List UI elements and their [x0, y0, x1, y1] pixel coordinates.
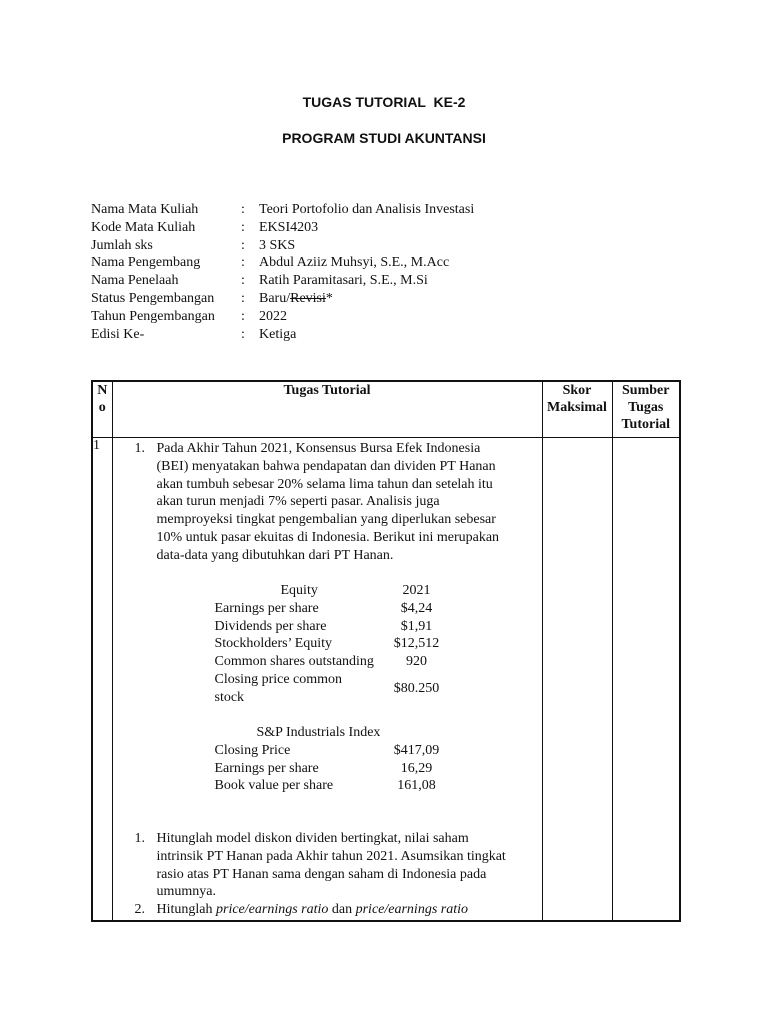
equity-value: $4,24 [400, 600, 433, 616]
equity-label: Earnings per share [214, 600, 319, 616]
equity-value: $80.250 [393, 681, 440, 697]
index-value: 16,29 [400, 760, 433, 776]
meta-row [91, 326, 474, 344]
equity-label: Common shares outstanding [214, 654, 374, 670]
col-score-header-line: Maksimal [547, 400, 607, 415]
col-source-header-line: Tutorial [621, 417, 670, 432]
col-source-header-line: Sumber [622, 383, 670, 398]
text-line: Pada Akhir Tahun 2021, Konsensus Bursa Efek Indonesia [156, 441, 481, 456]
index-value: $417,09 [393, 742, 440, 758]
text-part: dan [328, 902, 356, 917]
status-revision-struck: Revisi [290, 290, 326, 306]
text-line: 10% untuk pasar ekuitas di Indonesia. Berikut ini merupakan [156, 529, 500, 545]
text-line: umumnya. [156, 884, 216, 900]
index-value: 161,08 [397, 778, 436, 794]
meta-value: Ratih Paramitasari, S.E., M.Si [259, 273, 428, 289]
meta-value: Abdul Aziiz Muhsyi, S.E., M.Acc [259, 255, 450, 271]
meta-colon: : [241, 202, 245, 217]
question-number: 1. [134, 831, 145, 846]
meta-colon: : [241, 308, 245, 324]
equity-value: $12,512 [393, 636, 440, 652]
course-meta [91, 201, 474, 343]
meta-row [91, 254, 474, 272]
score-cell [542, 438, 612, 922]
text-part-italic: price/earnings ratio [355, 902, 468, 917]
index-head-row [215, 724, 447, 742]
question-number: 2. [134, 902, 145, 917]
meta-value: Ketiga [259, 326, 297, 342]
meta-label: Jumlah sks [91, 237, 153, 253]
col-source-header-line: Tugas [628, 400, 664, 415]
task-cell [112, 438, 542, 922]
question-text [157, 901, 537, 919]
col-no-header-line: o [98, 400, 106, 415]
meta-row [91, 201, 474, 219]
index-label: Book value per share [214, 778, 334, 794]
meta-label: Tahun Pengembangan [91, 308, 215, 324]
equity-table [215, 582, 447, 707]
index-table [215, 724, 447, 795]
equity-label [215, 671, 387, 707]
meta-colon: : [241, 255, 245, 271]
index-row [215, 742, 447, 760]
text-line: akan turun menjadi 7% seperti pasar. Analisis juga [156, 494, 440, 510]
equity-label: Stockholders’ Equity [214, 636, 333, 652]
text-line: akan tumbuh sebesar 20% selama lima tahun dan setelah itu [156, 476, 493, 492]
meta-colon: : [241, 326, 245, 342]
meta-label: Status Pengembangan [91, 290, 215, 306]
col-task-header: Tugas Tutorial [112, 381, 542, 438]
meta-row [91, 272, 474, 290]
text-part-italic: price/earnings ratio [216, 902, 329, 917]
meta-colon: : [241, 237, 245, 253]
equity-head-row [215, 582, 447, 600]
col-score-header [542, 381, 612, 438]
meta-row [91, 237, 474, 255]
col-source-header [612, 381, 680, 438]
meta-label: Edisi Ke- [91, 326, 145, 342]
index-head: S&P Industrials Index [256, 725, 381, 740]
tutorial-table [91, 380, 681, 922]
meta-value [259, 290, 333, 308]
table-header-row [92, 381, 680, 438]
status-new: Baru/ [259, 290, 291, 306]
index-label: Earnings per share [214, 760, 319, 776]
text-line: intrinsik PT Hanan pada Akhir tahun 2021. Asumsikan tingkat [156, 848, 506, 864]
equity-head-year: 2021 [402, 583, 431, 598]
source-cell [612, 438, 680, 922]
index-label: Closing Price [214, 742, 291, 758]
text-line: data-data yang dibutuhkan dari PT Hanan. [156, 547, 394, 563]
equity-value: 920 [406, 654, 427, 670]
text-line: rasio atas PT Hanan sama dengan saham di Indonesia pada [156, 866, 487, 882]
meta-label: Nama Penelaah [91, 273, 179, 289]
meta-row [91, 308, 474, 326]
document-title: TUGAS TUTORIAL KE-2 [302, 94, 466, 110]
question-text [157, 830, 537, 901]
meta-label: Nama Pengembang [91, 255, 201, 271]
text-line: (BEI) menyatakan bahwa pendapatan dan dividen PT Hanan [156, 458, 496, 474]
task-item-text [157, 440, 537, 565]
meta-row [91, 219, 474, 237]
row-number: 1 [92, 438, 112, 922]
equity-row [215, 635, 447, 653]
meta-value: 2022 [259, 308, 287, 324]
col-no-header [92, 381, 112, 438]
meta-value: Teori Portofolio dan Analisis Investasi [259, 202, 475, 217]
meta-value: 3 SKS [259, 237, 296, 253]
equity-row [215, 653, 447, 671]
text-part: Hitunglah [156, 902, 216, 917]
equity-row [215, 671, 447, 707]
meta-colon: : [241, 219, 245, 235]
table-row [92, 438, 680, 922]
meta-label: Nama Mata Kuliah [91, 202, 199, 217]
text-line: memproyeksi tingkat pengembalian yang diperlukan sebesar [156, 512, 496, 528]
equity-label-line: Closing price common [214, 672, 343, 688]
meta-row [91, 290, 474, 308]
equity-label: Dividends per share [214, 618, 327, 634]
meta-value: EKSI4203 [259, 219, 319, 235]
index-row [215, 777, 447, 795]
index-row [215, 760, 447, 778]
equity-label-line: stock [214, 689, 245, 705]
col-score-header-line: Skor [562, 383, 592, 398]
meta-label: Kode Mata Kuliah [91, 219, 196, 235]
col-no-header-line: N [97, 383, 108, 398]
equity-row [215, 600, 447, 618]
equity-value: $1,91 [400, 618, 433, 634]
equity-head-label: Equity [280, 583, 318, 598]
status-asterisk: * [325, 290, 333, 306]
meta-colon: : [241, 273, 245, 289]
program-title: PROGRAM STUDI AKUNTANSI [282, 130, 486, 146]
task-item-number: 1. [134, 441, 145, 456]
meta-colon: : [241, 290, 245, 306]
equity-row [215, 618, 447, 636]
text-line: Hitunglah model diskon dividen bertingkat, nilai saham [156, 831, 469, 846]
